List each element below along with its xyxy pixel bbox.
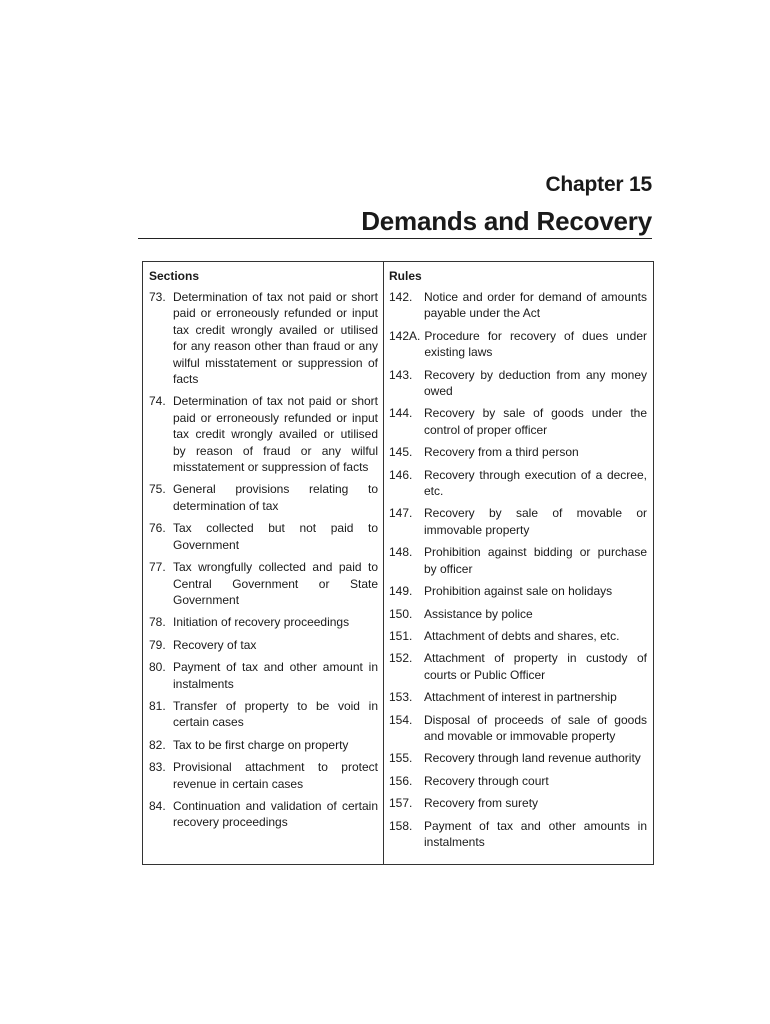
- section-entry: [149, 393, 378, 475]
- rule-entry: [389, 467, 647, 500]
- rules-heading: Rules: [389, 269, 422, 283]
- rule-entry-text: Recovery through land revenue authority: [424, 751, 641, 766]
- section-entry-number: 73.: [149, 290, 166, 304]
- rule-entry-number: 145.: [389, 445, 413, 460]
- rule-entry: [389, 405, 647, 438]
- rule-entry-text: Recovery through execution of a decree, etc.: [424, 467, 647, 499]
- column-divider: [383, 262, 384, 864]
- section-entry-number: 82.: [149, 737, 166, 752]
- rule-entry: [389, 650, 647, 683]
- rule-entry-text: Recovery from surety: [424, 796, 539, 811]
- rule-entry-text: Recovery by deduction from any money owed: [424, 367, 647, 399]
- section-entry-number: 78.: [149, 615, 166, 630]
- section-entry-text: Tax to be first charge on property: [173, 737, 349, 752]
- rule-entry: [389, 628, 647, 644]
- rule-entry-text: Attachment of interest in partnership: [424, 690, 617, 705]
- rule-entry-number: 148.: [389, 545, 413, 560]
- section-entry: [149, 759, 378, 792]
- section-entry-text: Payment of tax and other amount in instalments: [173, 660, 378, 691]
- rule-entry: [389, 505, 647, 538]
- rule-entry: [389, 818, 647, 851]
- rule-entry: [389, 750, 647, 766]
- rule-entry-number: 151.: [389, 628, 413, 643]
- rule-entry-text: Recovery through court: [424, 773, 549, 788]
- rule-entry: [389, 544, 647, 577]
- rule-entry-text: Recovery by sale of goods under the control of proper officer: [424, 406, 647, 437]
- section-entry-text: General provisions relating to determination of tax: [173, 482, 378, 513]
- sections-heading: Sections: [149, 269, 200, 283]
- section-entry-text: Tax collected but not paid to Government: [173, 521, 378, 552]
- section-entry: [149, 659, 378, 692]
- rule-entry-text: Disposal of proceeds of sale of goods and movable or immovable property: [424, 712, 647, 743]
- rule-entry: [389, 606, 647, 622]
- section-entry-text: Tax wrongfully collected and paid to Central Government or State Government: [173, 560, 378, 607]
- rule-entry: [389, 367, 647, 400]
- rule-entry-text: Assistance by police: [424, 606, 533, 621]
- section-entry-text: Determination of tax not paid or short paid or erroneously refunded or input tax credit wrongly availed or utilised for any reason other than fraud or any wilful misstatement or suppression of facts: [173, 290, 378, 387]
- section-entry-number: 75.: [149, 482, 166, 497]
- section-entry: [149, 520, 378, 553]
- section-entry: [149, 637, 378, 653]
- rule-entry-number: 153.: [389, 690, 413, 705]
- rule-entry-text: Recovery by sale of movable or immovable property: [424, 506, 647, 537]
- sections-rules-table: [142, 261, 654, 865]
- rule-entry-text: Procedure for recovery of dues under existing laws: [424, 328, 647, 360]
- rule-entry: [389, 773, 647, 789]
- rule-entry-text: Recovery from a third person: [424, 445, 579, 460]
- title-divider: [138, 238, 652, 239]
- rule-entry-text: Prohibition against sale on holidays: [424, 584, 613, 599]
- section-entry-text: Initiation of recovery proceedings: [173, 615, 350, 630]
- rule-entry: [389, 289, 647, 322]
- rule-entry: [389, 328, 647, 361]
- rule-entry-number: 154.: [389, 712, 413, 727]
- rules-column: [389, 268, 647, 856]
- section-entry-number: 80.: [149, 660, 166, 675]
- chapter-number: Chapter 15: [545, 173, 652, 196]
- rule-entry-number: 147.: [389, 506, 413, 521]
- section-entry: [149, 698, 378, 731]
- rule-entry-number: 158.: [389, 818, 413, 833]
- section-entry-text: Continuation and validation of certain recovery proceedings: [173, 798, 378, 830]
- section-entry: [149, 737, 378, 753]
- section-entry: [149, 289, 378, 387]
- rule-entry-number: 152.: [389, 651, 413, 666]
- rule-entry-number: 146.: [389, 467, 413, 482]
- section-entry-number: 77.: [149, 560, 166, 575]
- section-entry-number: 83.: [149, 760, 166, 775]
- rule-entry-number: 150.: [389, 606, 413, 621]
- section-entry: [149, 614, 378, 630]
- section-entry-number: 84.: [149, 798, 166, 813]
- section-entry-text: Determination of tax not paid or short paid or erroneously refunded or input tax credit wrongly availed or utilised by reason of fraud or any wilful misstatement or suppression of facts: [173, 394, 378, 475]
- section-entry-text: Transfer of property to be void in certain cases: [173, 698, 378, 730]
- rule-entry-number: 144.: [389, 406, 413, 421]
- chapter-title: Demands and Recovery: [361, 206, 652, 236]
- rules-list: [389, 289, 647, 850]
- rule-entry-text: Notice and order for demand of amounts payable under the Act: [424, 290, 647, 321]
- rule-entry-text: Payment of tax and other amounts in instalments: [424, 818, 647, 849]
- rule-entry: [389, 712, 647, 745]
- rule-entry: [389, 583, 647, 599]
- sections-list: [149, 289, 378, 831]
- section-entry: [149, 798, 378, 831]
- rule-entry: [389, 444, 647, 460]
- section-entry-number: 74.: [149, 394, 166, 409]
- rule-entry: [389, 689, 647, 705]
- section-entry: [149, 481, 378, 514]
- rule-entry-text: Attachment of debts and shares, etc.: [424, 628, 620, 643]
- section-entry: [149, 559, 378, 608]
- sections-column: [149, 268, 378, 837]
- rule-entry-text: Attachment of property in custody of courts or Public Officer: [424, 651, 647, 682]
- section-entry-text: Recovery of tax: [173, 637, 257, 652]
- rule-entry-number: 157.: [389, 796, 413, 811]
- rule-entry-number: 143.: [389, 367, 413, 382]
- rule-entry: [389, 795, 647, 811]
- section-entry-number: 79.: [149, 637, 166, 652]
- rule-entry-number: 142.: [389, 290, 413, 304]
- section-entry-text: Provisional attachment to protect revenue in certain cases: [173, 760, 378, 791]
- section-entry-number: 76.: [149, 521, 166, 536]
- rule-entry-text: Prohibition against bidding or purchase by officer: [424, 545, 647, 576]
- rule-entry-number: 155.: [389, 751, 413, 766]
- rule-entry-number: 149.: [389, 584, 413, 599]
- rule-entry-number: 142A.: [389, 328, 421, 343]
- section-entry-number: 81.: [149, 698, 166, 713]
- rule-entry-number: 156.: [389, 773, 413, 788]
